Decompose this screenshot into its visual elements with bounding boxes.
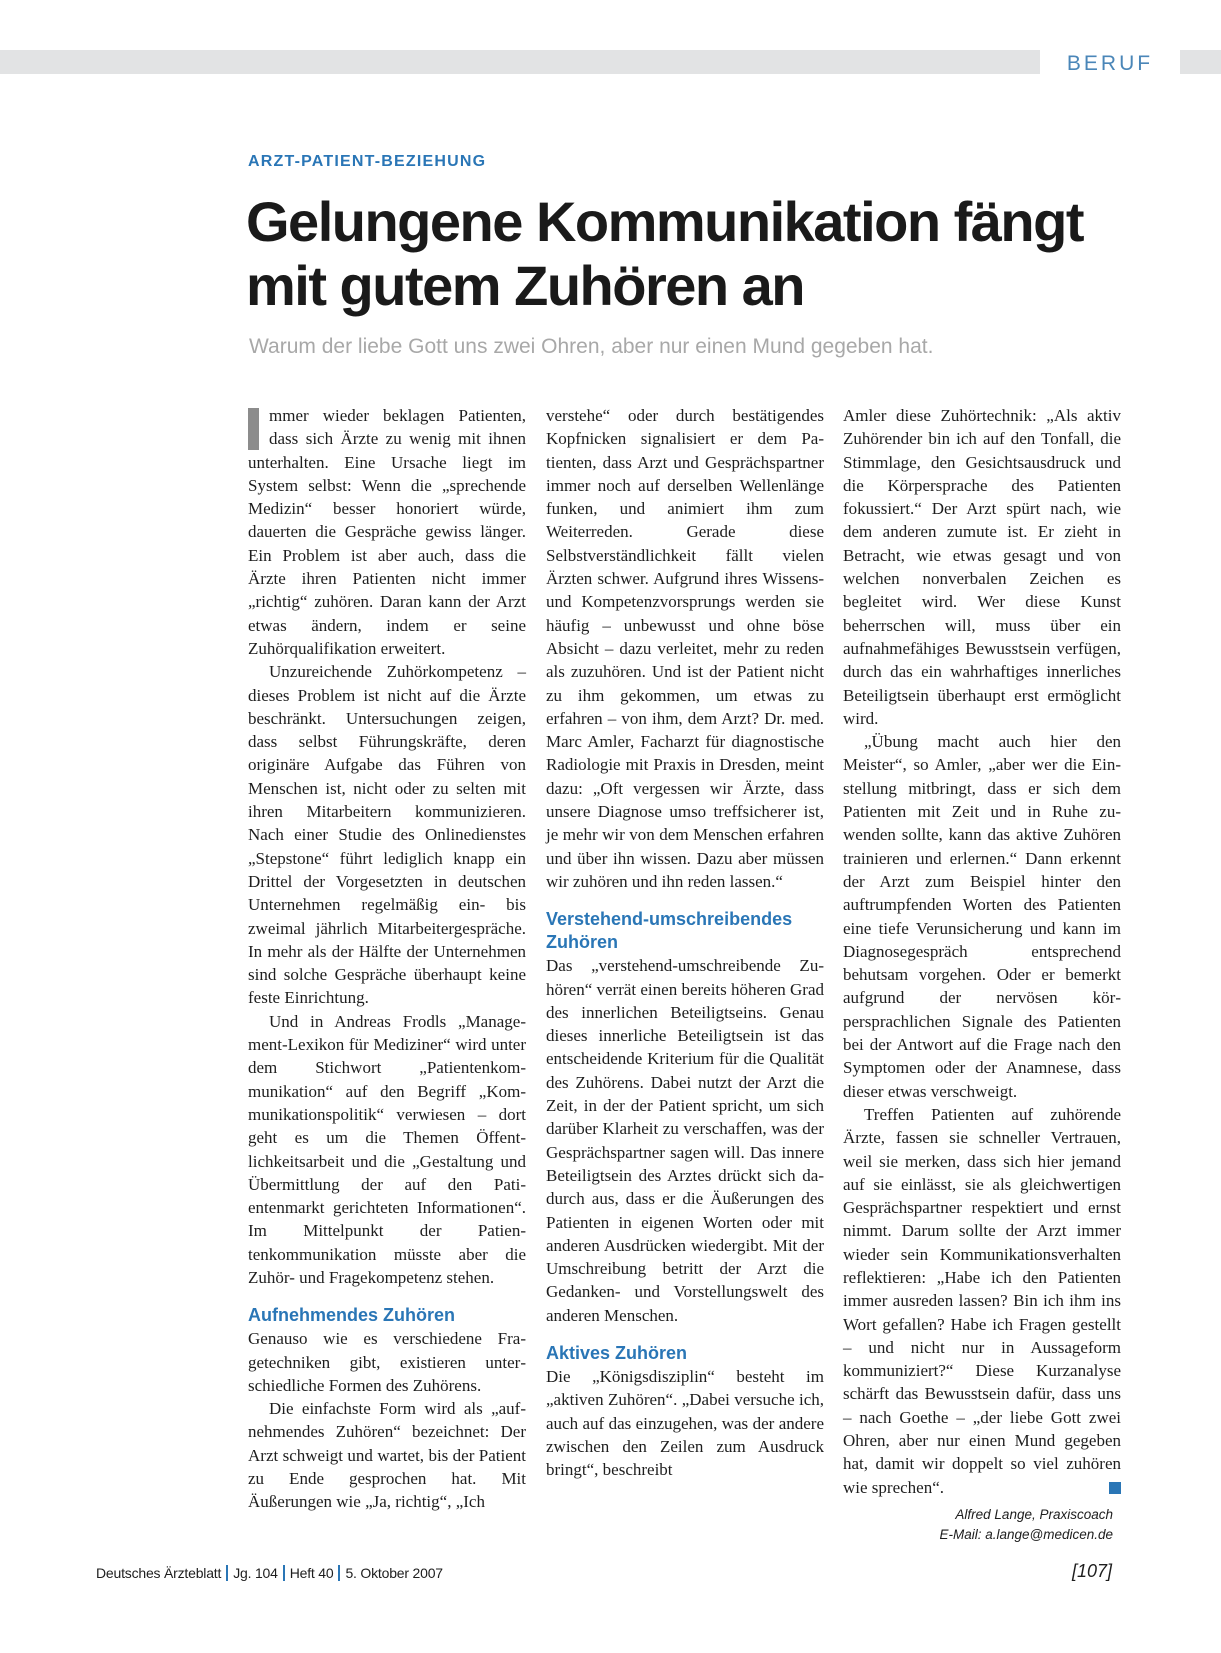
page-number: [107] bbox=[1072, 1561, 1113, 1581]
section-label: BERUF bbox=[1040, 50, 1180, 78]
paragraph-text: mmer wieder beklagen Patienten, dass sich Ärzte zu wenig mit ihnen unterhalten. Eine Ursache liegt im System selbst: Wenn die „sprechende Medizin“ besser honoriert würde, dauerten die Gespräche gewiss länger. Ein Problem ist aber auch, dass die Ärzte ihren Patienten nicht immer „richtig“ zuhören. Daran kann der Arzt etwas ändern, indem er seine Zuhörqualifikation erweitert. bbox=[248, 406, 526, 658]
footer-journal: Deutsches Ärzteblatt bbox=[96, 1565, 222, 1581]
column-2 bbox=[546, 404, 824, 1481]
column-1 bbox=[248, 404, 526, 1514]
author-name: Alfred Lange, Praxiscoach bbox=[955, 1507, 1113, 1522]
paragraph: Die einfachste Form wird als „aufnehmendes Zuhören“ bezeichnet: Der Arzt schweigt und wartet, bis der Patient zu Ende gesprochen hat. Mit Äußerungen wie „Ja, richtig“, „Ich bbox=[248, 1399, 526, 1512]
header-bar bbox=[0, 50, 1221, 74]
paragraph: Amler diese Zuhörtechnik: „Als aktiv Zuhörender bin ich auf den Tonfall, die Stimmlage, den Gesichtsausdruck und die Körpersprache des Patienten fokussiert.“ Der Arzt spürt nach, wie dem anderen zumute ist. Er zieht in Betracht, wie etwas gesagt und von welchen nonverbalen Zeichen es begleitet wird. Wer diese Kunst beherrschen will, muss über ein aufnahmefähiges Bewusstsein verfügen, durch das ein wahrhaftiges innerliches Beteiligtsein überhaupt erst ermöglicht wird. bbox=[843, 406, 1121, 728]
footer-issue: Heft 40 bbox=[289, 1565, 334, 1581]
drop-cap-bar bbox=[248, 408, 259, 450]
paragraph: Genauso wie es verschiedene Fragetechniken gibt, existieren unterschiedliche Formen des Zuhörens. bbox=[248, 1329, 526, 1395]
column-3 bbox=[843, 404, 1121, 1499]
author-email[interactable]: E-Mail: a.lange@medicen.de bbox=[939, 1527, 1113, 1542]
headline-line-1: Gelungene Kommunikation fängt bbox=[246, 190, 1083, 253]
paragraph: Unzureichende Zuhörkompetenz – dieses Problem ist nicht auf die Ärzte beschränkt. Untersuchungen zeigen, dass selbst Führungskräfte, deren originäre Aufgabe das Führen von Menschen ist, nicht oder zu selten mit ihren Mitarbeitern kommunizieren. Nach einer Studie des Onlinedienstes „Stepstone“ führt lediglich knapp ein Drittel der Vorgesetzten in deutschen Unternehmen regelmäßig ein- bis zweimal jährlich Mitarbeitergespräche. In mehr als der Hälfte der Unternehmen sind solche Gespräche überhaupt keine feste Einrichtung. bbox=[248, 662, 526, 1008]
article-headline bbox=[246, 190, 1146, 318]
paragraph: Und in Andreas Frodls „Management-Lexikon für Mediziner“ wird unter dem Stichwort „Patientenkommunikation“ auf den Begriff „Kommunikationspolitik“ verwiesen – dort geht es um die Themen Öffentlichkeitsarbeit und die „Gestaltung und Übermittlung der auf den Patientenmarkt gerichteten Informationen“. Im Mittelpunkt der Patientenkommunikation müsste aber die Zuhör- und Fragekompetenz stehen. bbox=[248, 1011, 526, 1287]
paragraph-text: Treffen Patienten auf zuhörende Ärzte, fassen sie schneller Vertrauen, weil sie merken, dass sich hier jemand auf sie einlässt, sie als gleichwertigen Gesprächspartner respektiert und ernst nimmt. Darum sollte der Arzt immer wieder sein Kommunikationsverhalten reflektieren: „Habe ich den Patienten immer ausreden lassen? Bin ich ihm ins Wort gefallen? Habe ich Fragen gestellt – und nicht nur in Aussageform kommuniziert?“ Diese Kurzanalyse schärft das Bewusstsein dafür, dass uns – nach Goethe – „der liebe Gott zwei Ohren, aber nur einen Mund gegeben hat, damit wir doppelt so viel zuhören wie sprechen“. bbox=[843, 1104, 1121, 1497]
footer bbox=[96, 1565, 443, 1581]
section-heading: Aufnehmendes Zuhören bbox=[248, 1305, 456, 1326]
paragraph bbox=[843, 1103, 1121, 1499]
article-kicker: ARZT-PATIENT-BEZIEHUNG bbox=[248, 153, 487, 170]
paragraph: verstehe“ oder durch bestätigendes Kopfnicken signalisiert er dem Patienten, dass Arzt und Gesprächspartner immer noch auf derselben Wellenlänge funken, und animiert ihm zum Weiterreden. Gerade diese Selbstverständlichkeit fällt vielen Ärzten schwer. Aufgrund ihres Wissens- und Kompetenzvorsprungs werden sie häufig – unbewusst und ohne böse Absicht – dazu verleitet, mehr zu reden als zuzuhören. Und ist der Patient nicht zu ihm gekommen, um etwas zu erfahren – von ihm, dem Arzt? Dr. med. Marc Amler, Facharzt für diagnostische Radiologie mit Praxis in Dresden, meint dazu: „Oft vergessen wir Ärzte, dass unsere Diagnose umso treffsicherer ist, je mehr wir von dem Menschen erfahren und über ihn wissen. Dazu aber müssen wir zuhören und ihn reden lassen.“ bbox=[546, 406, 824, 891]
end-mark-icon bbox=[1109, 1482, 1121, 1494]
article-subtitle: Warum der liebe Gott uns zwei Ohren, aber nur einen Mund gegeben hat. bbox=[249, 335, 934, 358]
paragraph: „Übung macht auch hier den Meister“, so Amler, „aber wer die Einstellung mitbringt, dass er sich dem Patienten mit Zeit und in Ruhe zuwenden sollte, kann das aktive Zuhören trainieren und erlernen.“ Dann erkennt der Arzt zum Beispiel hinter den auftrumpfenden Worten des Patienten eine tiefe Verunsicherung und kann im Diagnosegespräch entsprechend behutsam vorgehen. Oder er bemerkt aufgrund der nervösen körpersprachlichen Signale des Patienten bei der Antwort auf die Frage nach den Symptomen oder der Anamnese, dass dieser etwas verschweigt. bbox=[843, 732, 1121, 1101]
section-heading: Verstehend-umschreibendes Zuhören bbox=[546, 909, 793, 953]
footer-separator bbox=[338, 1565, 340, 1581]
footer-volume: Jg. 104 bbox=[233, 1565, 278, 1581]
paragraph: Die „Königsdisziplin“ besteht im „aktiven Zuhören“. „Dabei versuche ich, auch auf das einzugehen, was der andere zwischen den Zeilen zum Ausdruck bringt“, beschreibt bbox=[546, 1366, 824, 1480]
footer-separator bbox=[226, 1565, 228, 1581]
headline-line-2: mit gutem Zuhören an bbox=[246, 254, 804, 317]
paragraph bbox=[248, 404, 526, 660]
footer-date: 5. Oktober 2007 bbox=[345, 1565, 443, 1581]
author-block bbox=[860, 1505, 1113, 1545]
footer-separator bbox=[283, 1565, 285, 1581]
section-heading: Aktives Zuhören bbox=[546, 1342, 688, 1363]
paragraph: Das „verstehend-umschreibende Zuhören“ verrät einen bereits höheren Grad des innerlichen Beteiligtseins. Genau dieses innerliche Beteiligtsein ist das entscheidende Kriterium für die Qualität des Zuhörens. Dabei nutzt der Arzt die Zeit, in der der Patient spricht, um sich darüber Klarheit zu verschaffen, was der Gesprächspartner sagen will. Das innere Beteiligtsein des Arztes drückt sich dadurch aus, dass er die Äußerungen des Patienten in eigenen Worten oder mit anderen Ausdrücken wiedergibt. Mit der Umschreibung betritt der Arzt die Gedanken- und Vorstellungswelt des anderen Menschen. bbox=[546, 956, 825, 1325]
